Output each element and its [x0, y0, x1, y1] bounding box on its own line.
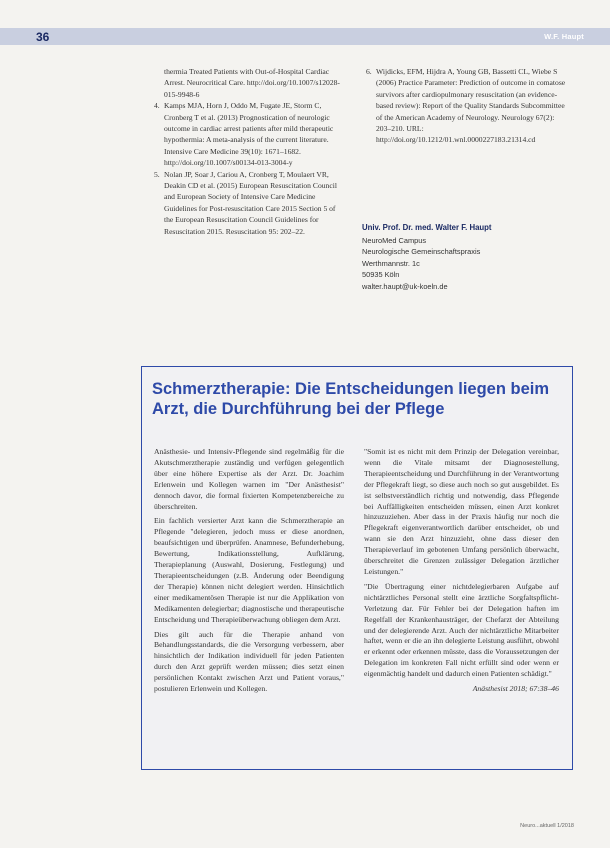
running-author: W.F. Haupt [544, 32, 584, 41]
box-left-column [154, 447, 344, 699]
reference-item: 4. Kamps MJA, Horn J, Oddo M, Fugate JE, Storm C, Cronberg T et al. (2013) Prognostication of neurologic outcome in cardiac arrest patients after mild therapeutic hypothermia: A meta-analysis of the current literature. Intensive Care Medicine 39(10): 1671–1682. http://doi.org/10.1007/s00134-013-3004-y [154, 101, 334, 168]
author-name: Univ. Prof. Dr. med. Walter F. Haupt [362, 223, 492, 232]
box-right-column [364, 447, 559, 695]
contact-line: NeuroMed Campus [362, 235, 427, 245]
paragraph: Dies gilt auch für die Therapie anhand von Behandlungsstandards, die die Versorgung verbessern, aber hinsichtlich der Indikation individuell für jeden Patienten durch den Arzt geprüft werden müssen; dies setzt einen persönlichen Kontakt zwischen Arzt und Patient voraus," postulieren Erlenwein und Kollegen. [154, 629, 344, 694]
references-right-column [366, 66, 566, 146]
source-citation: Anästhesist 2018; 67:38–46 [472, 684, 559, 694]
references-left-column [154, 66, 342, 237]
contact-line: Werthmannstr. 1c [362, 258, 420, 268]
paragraph: "Somit ist es nicht mit dem Prinzip der Delegation vereinbar, wenn die Vitale mitsamt der Diagnosestellung, Therapieentscheidung und Durchführung in der Verantwortung der Pflegekraft liegt, so diese auch noch so gut ausgebildet. Es ist selbstverständlich richtig und notwendig, dass Pflegende bei Auffälligkeiten entscheiden müssen, einen Arzt konkret hinzuzuziehen. Aber dass in der Praxis häufig nur noch die Pflegekraft eigenverantwortlich darüber entscheidet, ob und wann sie den Arzt hinzuzieht, ohne dass dieser den Therapieverlauf im gebotenen Umfang persönlich überwacht, überschreitet die Grenzen zulässiger Delegation ärztlicher Leistungen." [364, 447, 559, 576]
reference-item: 5. Nolan JP, Soar J, Cariou A, Cronberg T, Moulaert VR, Deakin CD et al. (2015) European Resuscitation Council and European Society of Intensive Care Medicine Guidelines for Post-resuscitation Care 2015 Section 5 of the European Resuscitation Council Guidelines for Resuscitation 2015. Resuscitation 95: 202–22. [154, 169, 337, 236]
author-contact [362, 222, 572, 293]
paragraph: Ein fachlich versierter Arzt kann die Schmerztherapie an Pflegende "delegieren, jedoch muss er diese anordnen, beaufsichtigen und überprüfen. Anamnese, Befunderhebung, Bewertung, Indikationsstellung, Aufklärung, Therapieplanung (Auswahl, Dosierung, Festlegung) und Therapieentscheidungen (z.B. Änderung oder Beendigung der Therapie) können nicht delegiert werden. Hinsichtlich einer medikamentösen Therapie ist nur die Applikation von Medikamenten delegierbar; diagnostische und therapeutische Entscheidung und Therapieüberwachung obliegen dem Arzt. [154, 516, 344, 624]
contact-line: 50935 Köln [362, 270, 400, 280]
page-footer: Neuro...aktuell 1/2018 [520, 823, 574, 829]
page-number: 36 [36, 30, 50, 44]
box-title: Schmerztherapie: Die Entscheidungen liegen beim Arzt, die Durchführung bei der Pflege [152, 380, 550, 418]
reference-item: 6. Wijdicks, EFM, Hijdra A, Young GB, Bassetti CL, Wiebe S (2006) Practice Parameter: Prediction of outcome in comatose survivors after cardiopulmonary resuscitation (an evidence-based review): Report of the Quality Standards Subcommittee of the American Academy of Neurology. Neurology 67(2): 203–210. URL: http://doi.org/10.1212/01.wnl.0000227183.21314.cd [366, 67, 566, 145]
paragraph: Anästhesie- und Intensiv-Pflegende sind regelmäßig für die Akutschmerztherapie zuständig und verfügen gelegentlich über eine höhere Expertise als der Arzt. Dr. Joachim Erlenwein und Kollegen warnen im "Der Anästhesist" dennoch davor, die formal fixierten Kompetenzbereiche zu überschreiten. [154, 447, 344, 511]
running-header-bar [0, 28, 610, 45]
news-box [141, 366, 573, 770]
reference-item: thermia Treated Patients with Out-of-Hospital Cardiac Arrest. Neurocritical Care. http://doi.org/10.1007/s12028-015-9948-6 [164, 67, 340, 99]
contact-email: walter.haupt@uk-koeln.de [362, 281, 448, 291]
paragraph: "Die Übertragung einer nichtdelegierbaren Aufgabe auf nichtärztliches Personal stellt eine ärztliche Sorgfaltspflicht-Verletzung dar. Für Fehler bei der Delegation haften im Regelfall der Krankenhausträger, der Chefarzt der Abteilung und der delegierende Arzt. Auch der nichtärztliche Mitarbeiter haftet, wenn er die an ihn delegierte Leistung ausführt, obwohl er erkennt oder erkennen müsste, dass die Voraussetzungen der Delegation im konkreten Fall nicht erfüllt sind oder wenn er eigenmächtig handelt und dadurch einen Patienten schädigt." [364, 581, 559, 679]
contact-line: Neurologische Gemeinschaftspraxis [362, 247, 481, 257]
